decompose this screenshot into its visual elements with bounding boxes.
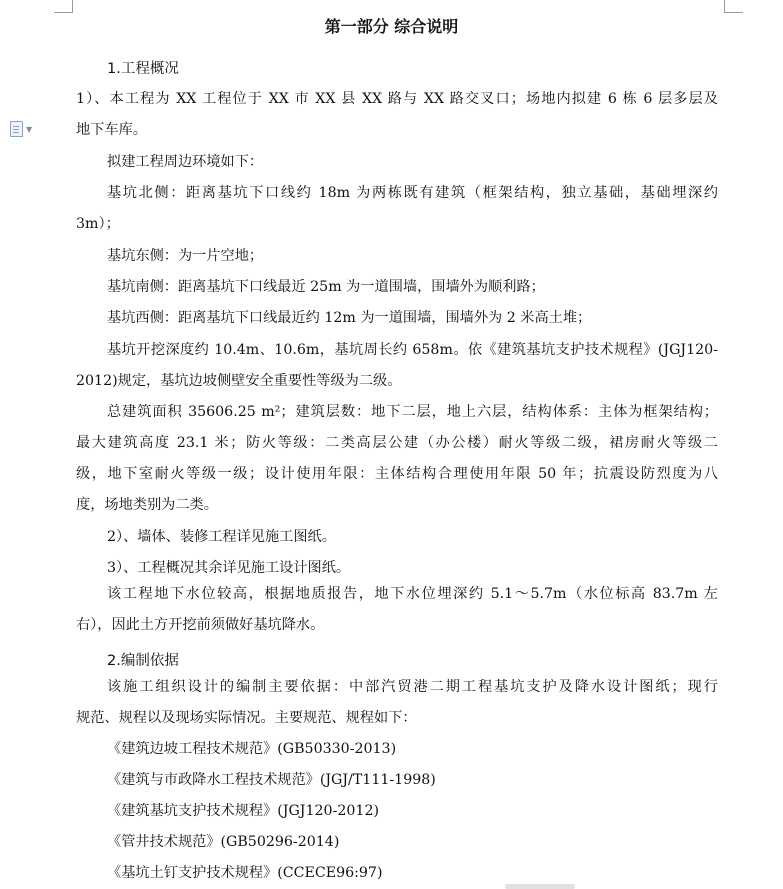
- paragraph-line: 最大建筑高度 23.1 米；防火等级：二类高层公建（办公楼）耐火等级二级，裙房耐火等级二: [76, 435, 718, 451]
- paragraph-line: 规范、规程以及现场实际情况。主要规范、规程如下：: [76, 710, 417, 726]
- document-icon: [10, 121, 23, 137]
- paragraph-line: 地下车库。: [76, 122, 147, 138]
- margin-document-button[interactable]: [10, 120, 38, 138]
- reference-item: 《建筑基坑支护技术规程》(JGJ120-2012): [107, 803, 380, 819]
- paragraph-line: 2012)规定，基坑边坡侧壁安全重要性等级为二级。: [76, 373, 402, 389]
- paragraph-line: 基坑开挖深度约 10.4m、10.6m，基坑周长约 658m。依《建筑基坑支护技术规程》(JGJ120-: [107, 342, 718, 358]
- reference-item: 《建筑边坡工程技术规范》(GB50330-2013): [107, 741, 397, 757]
- reference-item: 《基坑土钉支护技术规程》(CCECE96:97): [107, 865, 383, 881]
- paragraph-line: 级，地下室耐火等级一级；设计使用年限：主体结构合理使用年限 50 年；抗震设防烈度为八: [76, 466, 718, 482]
- crop-mark-top-left: [54, 0, 73, 13]
- section-heading-1: 1.工程概况: [107, 61, 179, 77]
- paragraph-line: 右），因此土方开挖前须做好基坑降水。: [76, 617, 325, 633]
- paragraph-line: 基坑南侧：距离基坑下口线最近 25m 为一道围墙，围墙外为顺利路；: [107, 279, 545, 295]
- reference-item: 《管井技术规范》(GB50296-2014): [107, 834, 340, 850]
- paragraph-line: 拟建工程周边环境如下：: [107, 154, 264, 170]
- reference-item: 《建筑与市政降水工程技术规范》(JGJ/T111-1998): [107, 772, 436, 788]
- section-heading-2: 2.编制依据: [107, 653, 179, 669]
- page-title: 第一部分 综合说明: [324, 17, 459, 36]
- paragraph-line: 度，场地类别为二类。: [76, 497, 218, 513]
- paragraph-line: 1）、本工程为 XX 工程位于 XX 市 XX 县 XX 路与 XX 路交叉口；场地内拟建 6 栋 6 层多层及: [76, 91, 718, 107]
- paragraph-line: 总建筑面积 35606.25 m²；建筑层数：地下二层，地上六层，结构体系：主体为框架结构；: [107, 404, 718, 420]
- chevron-down-icon: ▼: [26, 124, 33, 134]
- paragraph-line: 基坑西侧：距离基坑下口线最近约 12m 为一道围墙，围墙外为 2 米高土堆；: [107, 310, 592, 326]
- paragraph-line: 该施工组织设计的编制主要依据：中部汽贸港二期工程基坑支护及降水设计图纸；现行: [107, 679, 718, 695]
- paragraph-line: 3）、工程概况其余详见施工设计图纸。: [107, 560, 351, 576]
- horizontal-scrollbar[interactable]: [505, 884, 575, 889]
- paragraph-line: 2）、墙体、装修工程详见施工图纸。: [107, 529, 336, 545]
- paragraph-line: 基坑北侧：距离基坑下口线约 18m 为两栋既有建筑（框架结构，独立基础，基础埋深约: [107, 185, 718, 201]
- paragraph-line: 基坑东侧：为一片空地；: [107, 248, 264, 264]
- paragraph-line: 该工程地下水位较高，根据地质报告，地下水位埋深约 5.1～5.7m（水位标高 83.7m 左: [107, 586, 718, 602]
- crop-mark-top-right: [724, 0, 743, 13]
- paragraph-line: 3m）；: [76, 216, 120, 232]
